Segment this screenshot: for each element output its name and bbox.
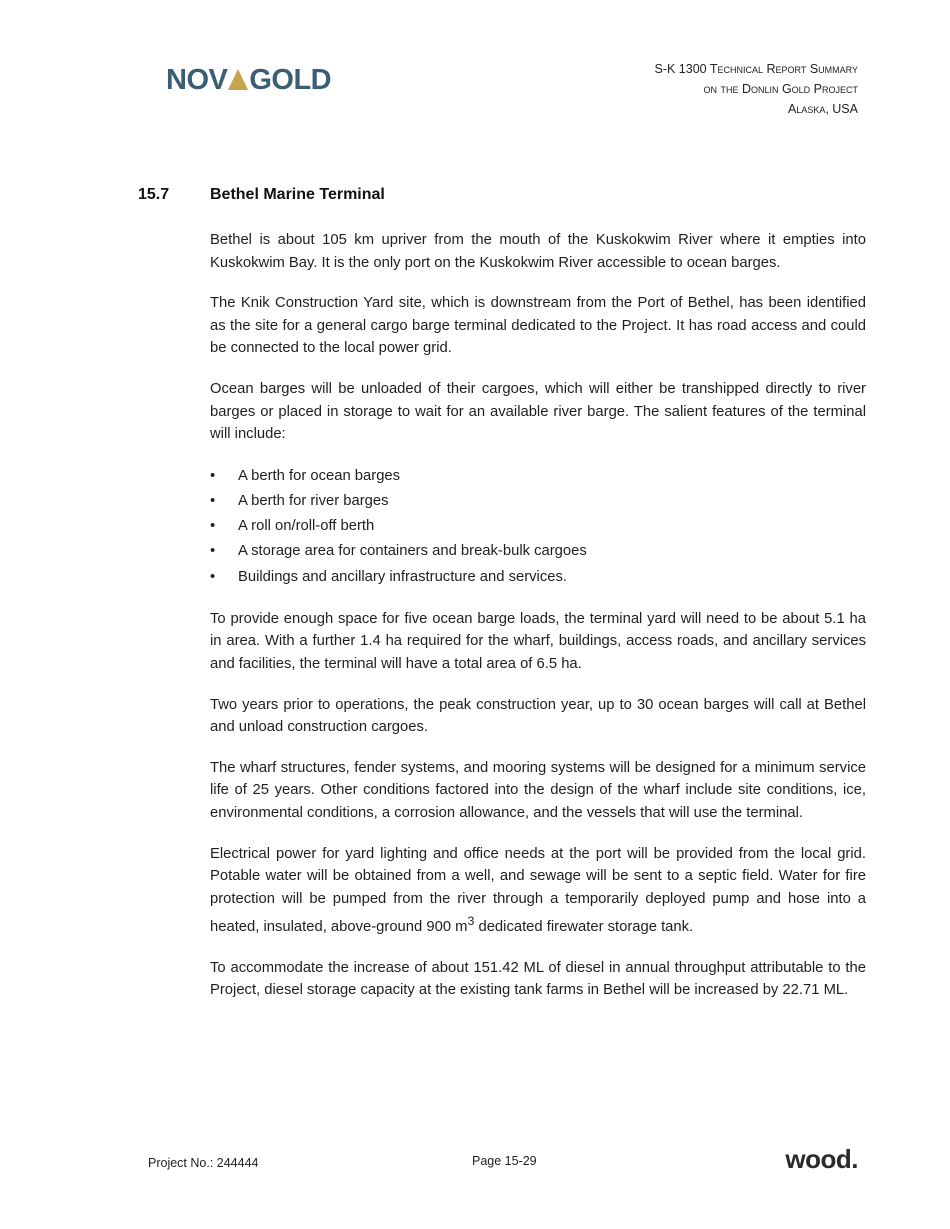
logo-triangle-icon <box>228 69 248 90</box>
project-line: on the Donlin Gold Project <box>703 82 858 96</box>
section-heading <box>138 186 385 204</box>
bullet-icon: • <box>210 543 216 560</box>
location-line: Alaska, USA <box>787 102 858 116</box>
paragraph-3: Ocean barges will be unloaded of their cargoes, which will either be transhipped directly to river barges or placed in storage to wait for an available river barge. The salient features of the terminal will include: <box>210 380 866 443</box>
bullet-icon: • <box>210 568 216 585</box>
paragraph-4: To provide enough space for five ocean barge loads, the terminal yard will need to be about 5.1 ha in area. With a further 1.4 ha required for the wharf, buildings, access roads, and ancillary services and facilities, the terminal will have a total area of 6.5 ha. <box>210 610 866 672</box>
list-item: • A berth for ocean barges <box>210 464 866 489</box>
list-item: • A berth for river barges <box>210 489 866 514</box>
page-number: Page 15-29 <box>472 1154 537 1168</box>
bullet-icon: • <box>210 467 216 484</box>
paragraph-5: Two years prior to operations, the peak construction year, up to 30 ocean barges will call at Bethel and unload construction cargoes. <box>210 696 866 736</box>
body-text <box>210 229 866 1020</box>
section-title: Bethel Marine Terminal <box>210 186 385 203</box>
superscript-3: 3 <box>467 914 475 929</box>
logo-text-right: GOLD <box>249 64 332 96</box>
wood-logo: wood. <box>785 1144 858 1174</box>
document-info <box>655 59 859 119</box>
paragraph-1: Bethel is about 105 km upriver from the mouth of the Kuskokwim River where it empties into Kuskokwim Bay. It is the only port on the Kuskokwim River accessible to ocean barges. <box>210 232 866 271</box>
report-title: S-K 1300 Technical Report Summary <box>654 62 858 76</box>
bullet-icon: • <box>210 492 216 509</box>
list-item: • A storage area for containers and break-bulk cargoes <box>210 539 866 564</box>
list-item: • Buildings and ancillary infrastructure and services. <box>210 565 866 590</box>
bullet-icon: • <box>210 518 216 535</box>
project-number: Project No.: 244444 <box>148 1156 259 1170</box>
paragraph-2: The Knik Construction Yard site, which is downstream from the Port of Bethel, has been identified as the site for a general cargo barge terminal dedicated to the Project. It has road access and could be connected to the local power grid. <box>210 295 866 357</box>
section-number: 15.7 <box>138 186 170 203</box>
novagold-logo <box>166 64 331 96</box>
logo-text-left: NOV <box>166 64 228 96</box>
features-list <box>210 464 866 590</box>
list-item: • A roll on/roll-off berth <box>210 514 866 539</box>
paragraph-7: Electrical power for yard lighting and office needs at the port will be provided from the local grid. Potable water will be obtained from a well, and sewage will be sent to a septic field. Water for fire protection will be pumped from the river through a temporarily deployed pump and hose into a heated, insulated, above-ground 900 $m^3$ dedicated firewater storage tank. <box>210 845 866 936</box>
paragraph-8: To accommodate the increase of about 151.42 ML of diesel in annual throughput attributable to the Project, diesel storage capacity at the existing tank farms in Bethel will be increased by 22.71 ML. <box>210 959 866 999</box>
paragraph-6: The wharf structures, fender systems, and mooring systems will be designed for a minimum service life of 25 years. Other conditions factored into the design of the wharf include site conditions, ice, environmental conditions, a corrosion allowance, and the vessels that will use the terminal. <box>210 759 866 821</box>
